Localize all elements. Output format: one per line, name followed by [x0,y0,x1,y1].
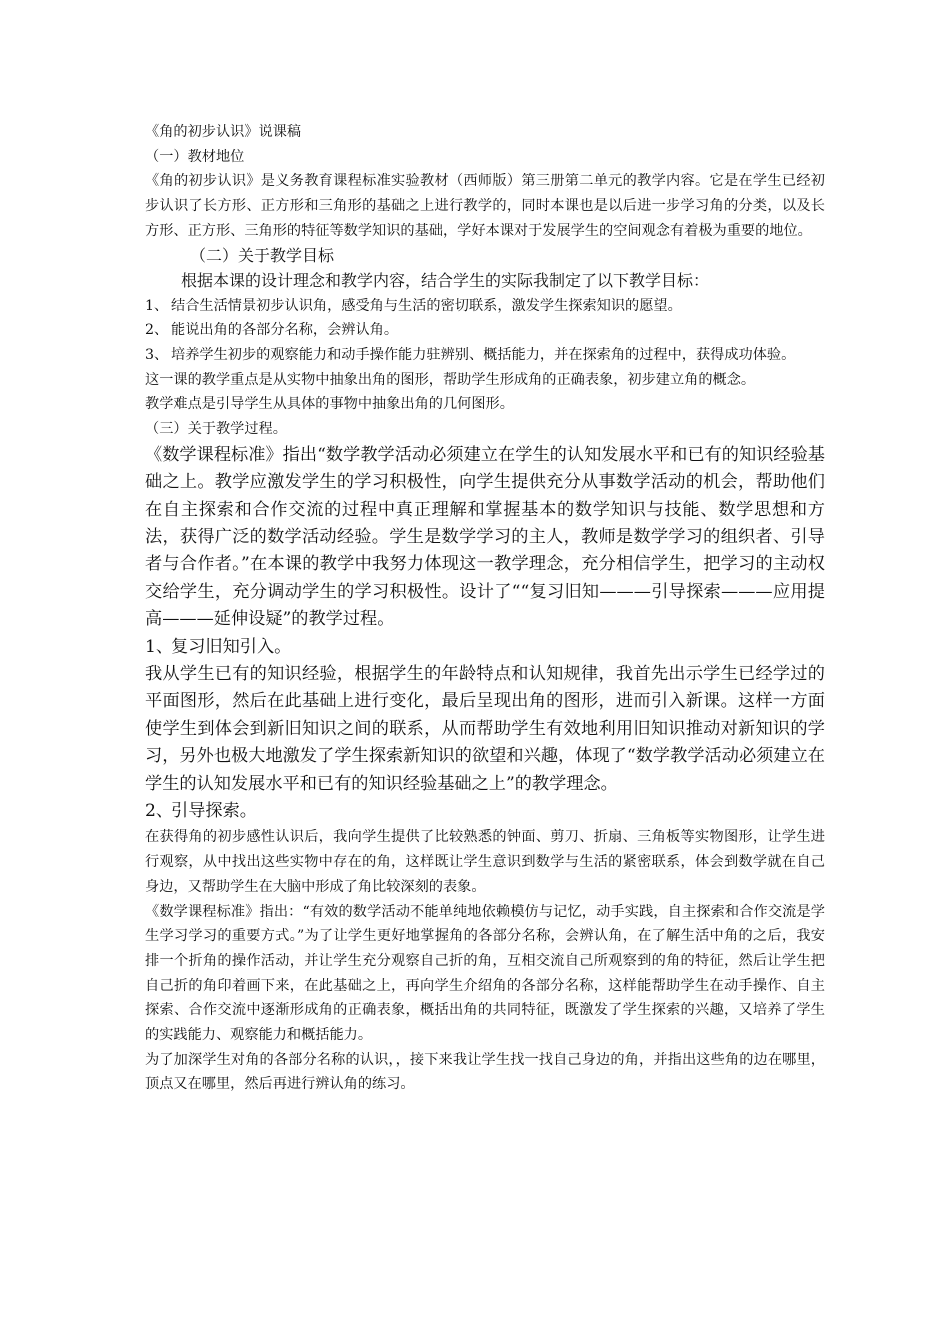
goal-item-2 [145,318,825,343]
goal-item-1 [145,294,825,319]
goal-number: 1、 [145,297,169,314]
goal-number: 3、 [145,346,169,363]
step-number: 2、 [145,801,174,822]
document-title: 《角的初步认识》说课稿 [145,124,302,140]
step-title: 引导探索。 [171,801,257,822]
document-body [145,120,825,1097]
goal-text: 结合生活情景初步认识角，感受角与生活的密切联系，激发学生探索知识的愿望。 [171,297,682,314]
section-2-heading: （二）关于教学目标 [190,245,335,265]
section-3-paragraph: 《数学课程标准》指出“数学教学活动必须建立在学生的认知发展水平和已有的知识经验基础之上。教学应激发学生的学习积极性，向学生提供充分从事数学活动的机会，帮助他们在自主探索和合作交流的过程中真正理解和掌握基本的数学知识与技能、数学思想和方法，获得广泛的数学活动经验。学生是数学学习的主人，教师是数学学习的组织者、引导者与合作者。”在本课的教学中我努力体现这一教学理念，充分相信学生，把学习的主动权交给学生，充分调动学生的学习积极性。设计了““复习旧知———引导探索———应用提高———延伸设疑”的教学过程。 [145,444,825,630]
goal-text: 培养学生初步的观察能力和动手操作能力驻辨别、概括能力，并在探索角的过程中，获得成功体验。 [171,346,796,363]
step-2-paragraph-1: 在获得角的初步感性认识后，我向学生提供了比较熟悉的钟面、剪刀、折扇、三角板等实物图形，让学生进行观察，从中找出这些实物中存在的角，这样既让学生意识到数学与生活的紧密联系，体会到数学就在自己身边，又帮助学生在大脑中形成了角比较深刻的表象。 [145,829,825,895]
step-2-paragraph-3: 为了加深学生对角的各部分名称的认识，，接下来我让学生找一找自己身边的角，并指出这些角的边在哪里，顶点又在哪里，然后再进行辨认角的练习。 [145,1051,825,1093]
goal-number: 2、 [145,322,169,339]
goal-item-3 [145,343,825,368]
goal-text: 能说出角的各部分名称，会辨认角。 [171,322,399,339]
step-1-heading [145,634,825,661]
step-title: 复习旧知引入。 [171,636,292,657]
section-3-heading: （三）关于教学过程。 [145,421,287,438]
step-2-heading [145,798,825,825]
section-1-heading: （一）教材地位 [145,148,245,165]
step-2-paragraph-2: 《数学课程标准》指出：“有效的数学活动不能单纯地依赖模仿与记忆，动手实践，自主探索和合作交流是学生学习学习的重要方式。”为了让学生更好地掌握角的各部分名称，会辨认角，在了解生活中角的之后，我安排一个折角的操作活动，并让学生充分观察自己折的角，互相交流自己所观察到的角的特征，然后让学生把自己折的角印着画下来，在此基础之上，再向学生介绍角的各部分名称，这样能帮助学生在动手操作、自主探索、合作交流中逐渐形成角的正确表象，概括出角的共同特征，既激发了学生探索的兴趣，又培养了学生的实践能力、观察能力和概括能力。 [145,903,825,1044]
step-number: 1、 [145,636,174,657]
difficulty-paragraph: 教学难点是引导学生从具体的事物中抽象出角的几何图形。 [145,396,514,413]
key-point-paragraph: 这一课的教学重点是从实物中抽象出角的图形，帮助学生形成角的正确表象，初步建立角的概念。 [145,371,756,388]
section-1-paragraph: 《角的初步认识》是义务教育课程标准实验教材（西师版）第三册第二单元的教学内容。它是在学生已经初步认识了长方形、正方形和三角形的基础之上进行教学的，同时本课也是以后进一步学习角的分类，以及长方形、正方形、三角形的特征等数学知识的基础，学好本课对于发展学生的空间观念有着极为重要的地位。 [145,173,825,239]
section-2-intro: 根据本课的设计理念和教学内容，结合学生的实际我制定了以下教学目标： [181,270,710,290]
step-1-paragraph: 我从学生已有的知识经验，根据学生的年龄特点和认知规律，我首先出示学生已经学过的平面图形，然后在此基础上进行变化，最后呈现出角的图形，进而引入新课。这样一方面使学生到体会到新旧知识之间的联系，从而帮助学生有效地利用旧知识推动对新知识的学习，另外也极大地激发了学生探索新知识的欲望和兴趣，体现了“数学教学活动必须建立在学生的认知发展水平和已有的知识经验基础之上”的教学理念。 [145,663,825,794]
